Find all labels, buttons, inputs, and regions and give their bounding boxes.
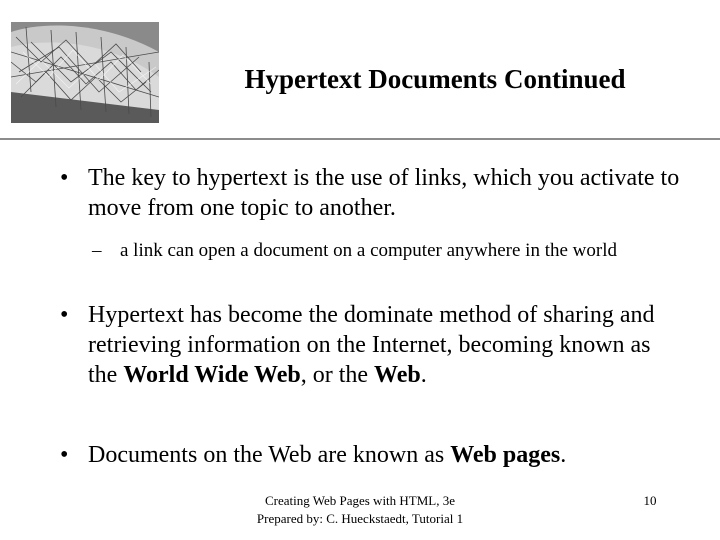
- sub-bullet-item-1: [92, 238, 662, 264]
- wire-mesh-sculpture-image: [11, 22, 159, 123]
- header-image: [11, 22, 159, 123]
- slide-footer: [225, 492, 495, 528]
- title-divider: [0, 138, 720, 140]
- page-number: 10: [643, 493, 657, 508]
- bullet-marker: •: [60, 442, 69, 468]
- bullet-text: [88, 300, 680, 390]
- bullet-item-3: [60, 440, 680, 470]
- footer-course-title: Creating Web Pages with HTML, 3e: [264, 493, 456, 508]
- bullet-item-1: [60, 163, 680, 223]
- bullet-marker: •: [60, 302, 69, 328]
- bullet-text-part: .: [420, 362, 427, 388]
- bullet-bold-term: Web pages: [450, 442, 561, 468]
- bullet-text-part: .: [560, 442, 567, 468]
- bullet-marker: •: [60, 165, 69, 191]
- bullet-text: [88, 440, 680, 470]
- bullet-item-2: [60, 300, 680, 390]
- bullet-bold-term: Web: [374, 362, 421, 388]
- slide-title: Hypertext Documents Continued: [244, 64, 626, 94]
- bullet-bold-term: World Wide Web: [123, 362, 301, 388]
- bullet-text-part: Documents on the Web are known as: [88, 442, 451, 468]
- footer-prepared-by: Prepared by: C. Hueckstaedt, Tutorial 1: [256, 511, 464, 526]
- bullet-text-part: The key to hypertext is the use of links, which you activate to move from one topic to another.: [88, 165, 680, 221]
- sub-bullet-marker: –: [92, 240, 102, 261]
- bullet-text: [88, 163, 680, 223]
- sub-bullet-text: a link can open a document on a computer anywhere in the world: [120, 240, 617, 261]
- bullet-text-part: Hypertext has become the dominate method of sharing and retrieving information on the Internet, becoming known as the: [88, 302, 655, 388]
- bullet-text-part: , or the: [300, 362, 375, 388]
